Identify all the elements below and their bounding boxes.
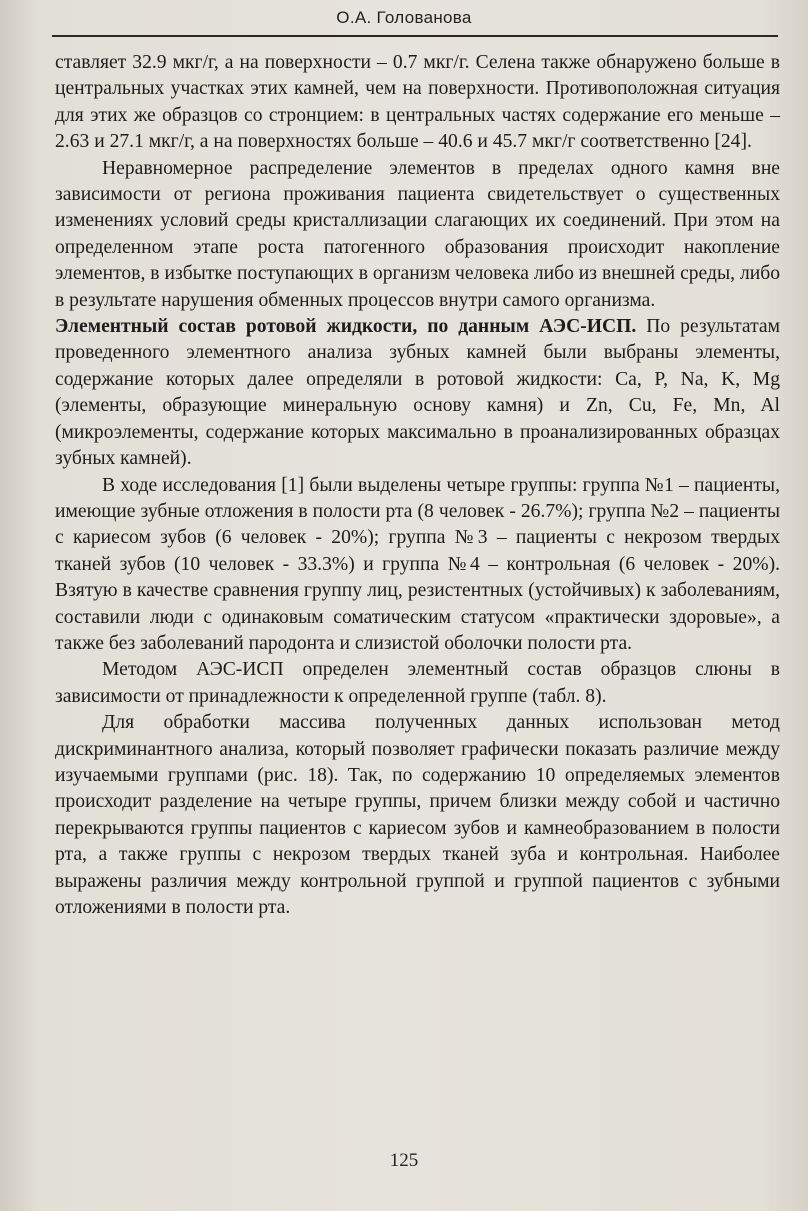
paragraph-3 (55, 314, 780, 472)
paragraph-3-text: По результатам проведенного элементного анализа зубных камней были выбраны элементы, содержание которых далее определяли в ротовой жидкости: Ca, P, Na, K, Mg (элементы, образующие минеральную основу камня) и Zn, Cu, Fe, Mn, Al (микроэлементы, содержание которых максимально в проанализированных образцах зубных камней). (55, 316, 780, 470)
paragraph-2: Неравномерное распределение элементов в пределах одного камня вне зависимости от региона проживания пациента свидетельствует о существенных изменениях условий среды кристаллизации слагающих их соединений. При этом на определенном этапе роста патогенного образования происходит накопление элементов, в избытке поступающих в организм человека либо из внешней среды, либо в результате нарушения обменных процессов внутри самого организма. (55, 157, 780, 311)
paragraph-1: ставляет 32.9 мкг/г, а на поверхности – 0.7 мкг/г. Селена также обнаружено больше в центральных участках этих камней, чем на поверхности. Противоположная ситуация для этих же образцов со стронцием: в центральных частях содержание его меньше – 2.63 и 27.1 мкг/г, а на поверхностях больше – 40.6 и 45.7 мкг/г соответственно [24]. (55, 52, 780, 153)
header-rule (52, 35, 778, 37)
section-heading: Элементный состав ротовой жидкости, по данным АЭС-ИСП. (55, 316, 637, 338)
body-text (55, 50, 780, 921)
paragraph-4: В ходе исследования [1] были выделены четыре группы: группа №1 – пациенты, имеющие зубные отложения в полости рта (8 человек - 26.7%); группа №2 – пациенты с кариесом зубов (6 человек - 20%); группа №3 – пациенты с некрозом твердых тканей зубов (10 человек - 33.3%) и группа №4 – контрольная (6 человек - 20%). Взятую в качестве сравнения группу лиц, резистентных (устойчивых) к заболеваниям, составили люди с одинаковым соматическим статусом «практически здоровые», а также без заболеваний пародонта и слизистой оболочки полости рта. (55, 474, 780, 654)
page-number: 125 (389, 1150, 419, 1171)
running-head: О.А. Голованова (336, 8, 472, 27)
paragraph-5: Методом АЭС-ИСП определен элементный состав образцов слюны в зависимости от принадлежности к определенной группе (табл. 8). (55, 659, 780, 707)
paragraph-6: Для обработки массива полученных данных использован метод дискриминантного анализа, который позволяет графически показать различие между изучаемыми группами (рис. 18). Так, по содержанию 10 определяемых элементов происходит разделение на четыре группы, причем близки между собой и частично перекрываются группы пациентов с кариесом зубов и камнеобразованием в полости рта, а также группы с некрозом твердых тканей зуба и контрольная. Наиболее выражены различия между контрольной группой и группой пациентов с зубными отложениями в полости рта. (55, 712, 780, 918)
